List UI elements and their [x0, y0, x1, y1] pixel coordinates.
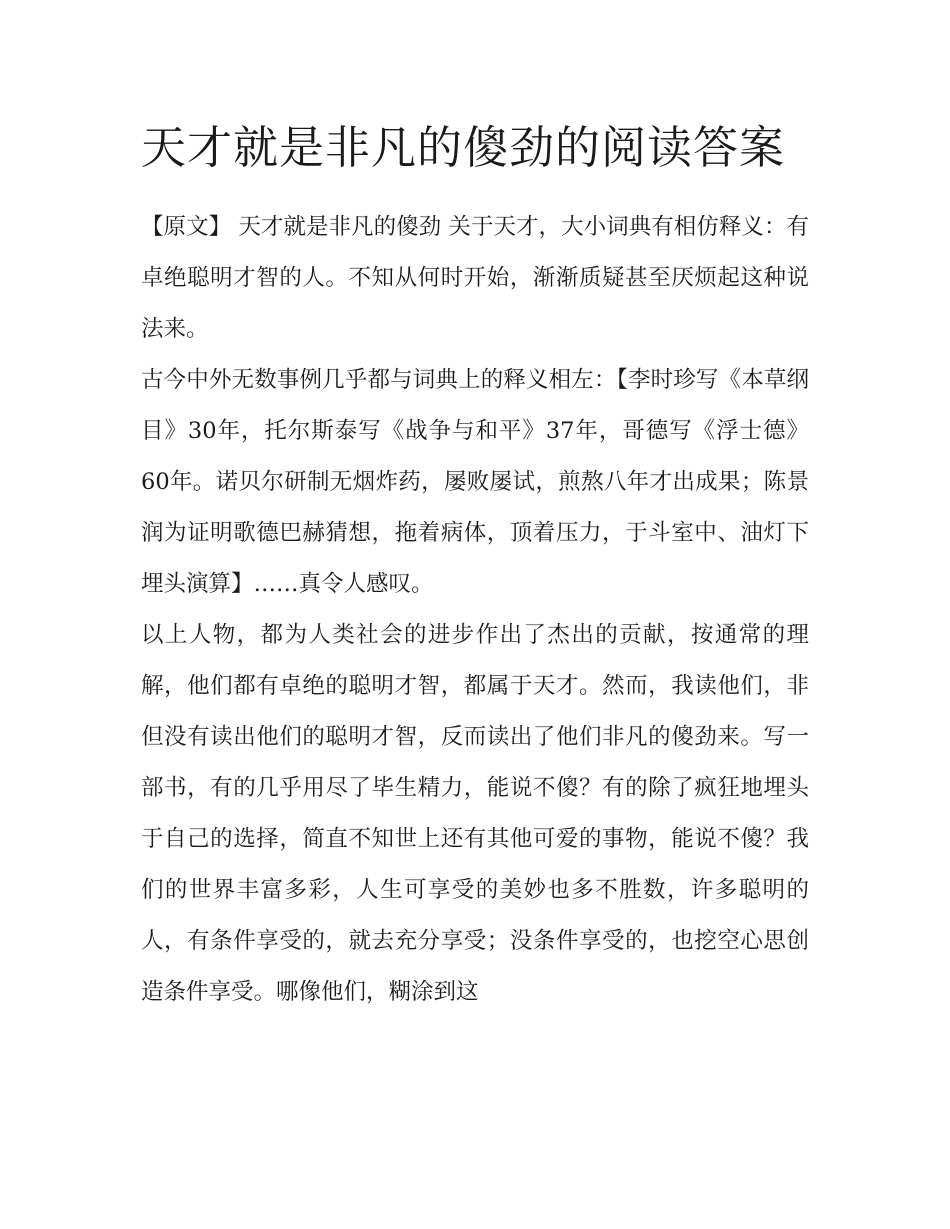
paragraph-examples: 古今中外无数事例几乎都与词典上的释义相左：【李时珍写《本草纲目》30年，托尔斯泰写《战争与和平》37年，哥德写《浮士德》60年。诺贝尔研制无烟炸药，屡败屡试，煎熬八年才出成果；陈景润为证明歌德巴赫猜想，拖着病体，顶着压力，于斗室中、油灯下埋头演算】……真令人感叹。	[141, 367, 809, 597]
paragraph-original-text: 【原文】 天才就是非凡的傻劲 关于天才，大小词典有相仿释义：有卓绝聪明才智的人。不知从何时开始，渐渐质疑甚至厌烦起这种说法来。	[141, 214, 809, 342]
document-title: 天才就是非凡的傻劲的阅读答案	[141, 121, 786, 174]
paragraph-discussion: 以上人物，都为人类社会的进步作出了杰出的贡献，按通常的理解，他们都有卓绝的聪明才智，都属于天才。然而，我读他们，非但没有读出他们的聪明才智，反而读出了他们非凡的傻劲来。写一部书，有的几乎用尽了毕生精力，能说不傻？有的除了疯狂地埋头于自己的选择，简直不知世上还有其他可爱的事物，能说不傻？我们的世界丰富多彩，人生可享受的美妙也多不胜数，许多聪明的人，有条件享受的，就去充分享受；没条件享受的，也挖空心思创造条件享受。哪像他们，糊涂到这	[141, 622, 809, 1005]
document-body	[141, 112, 809, 1018]
